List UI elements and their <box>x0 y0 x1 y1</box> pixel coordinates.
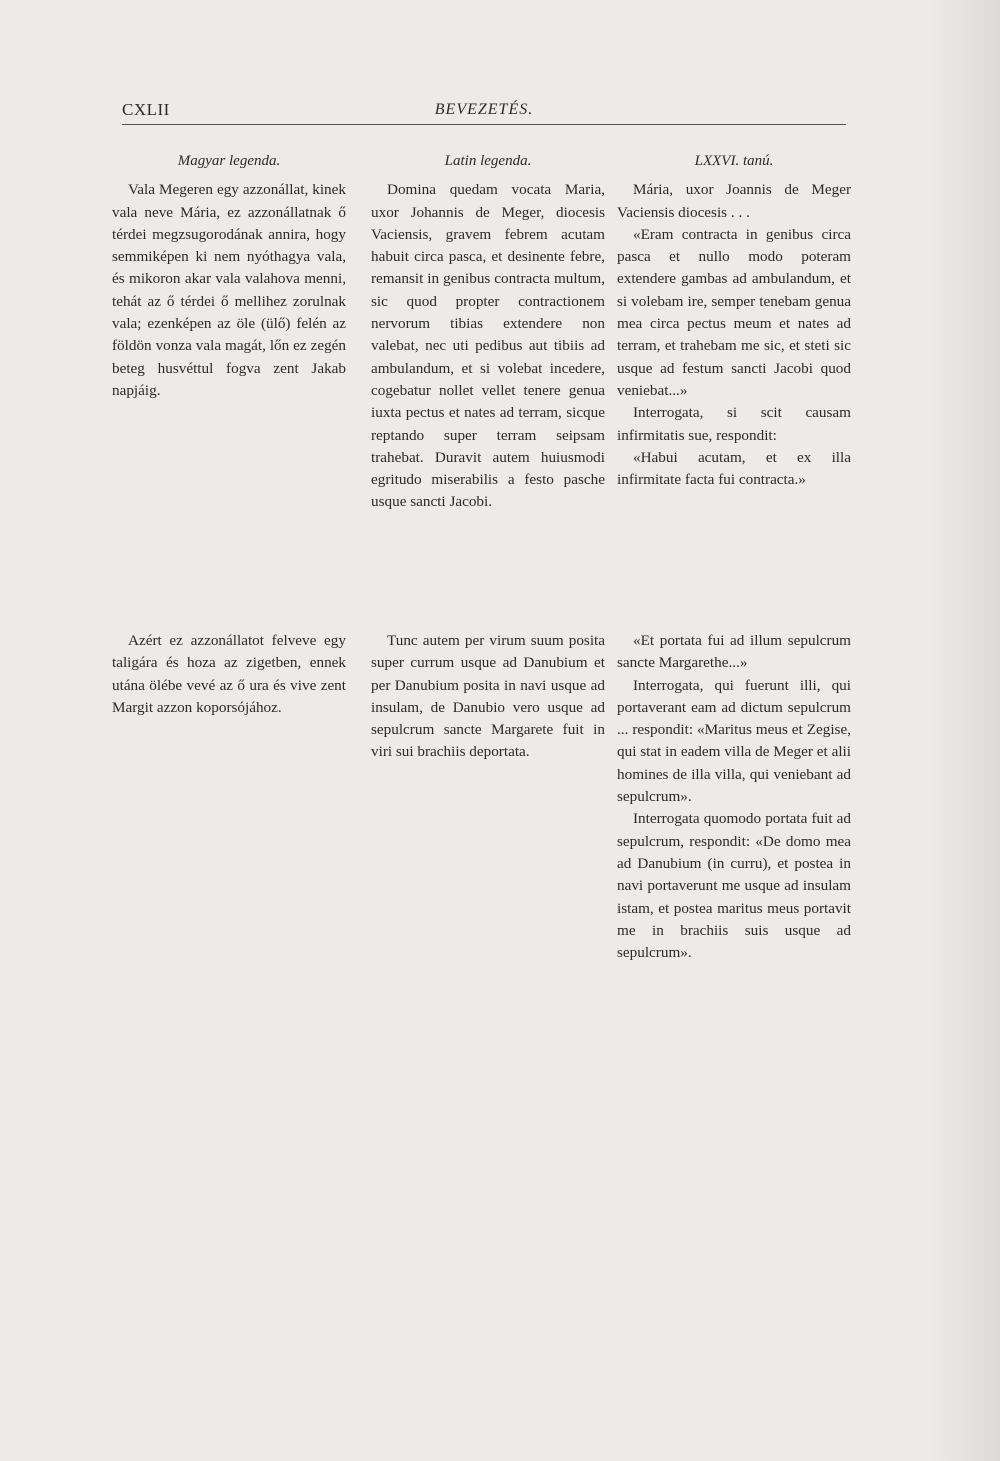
column-witness-lxxvi <box>617 150 851 962</box>
second-section <box>617 630 851 964</box>
paragraph: Azért ez azzonállatot felveve egy taligára és hoza az zigetben, ennek utána ölébe vevé az ő ura és vive zent Margit azzon koporsójához. <box>112 632 346 716</box>
column-heading: Latin legenda. <box>444 153 532 169</box>
second-section <box>112 630 346 719</box>
running-title: BEVEZETÉS. <box>434 101 534 118</box>
paragraph: Interrogata, si scit causam infirmitatis sue, respondit: <box>617 404 851 444</box>
paragraph: Vala Megeren egy azzonállat, kinek vala neve Mária, ez azzonállatnak ő térdei megzsugorodának annira, hogy semmiképen ki nem nyóthagya vala, és mikoron akar vala valahova menni, tehát az ő térdei ő mellihez zorulnak vala; ezenképen az öle (ülő) felén az földön vonza vala magát, lőn ez zegén beteg husvéttul fogva zent Jakab napjáig. <box>112 181 346 399</box>
paragraph: Interrogata, qui fuerunt illi, qui portaverant eam ad dictum sepulcrum ... respondit: «Maritus meus et Zegise, qui stat in eadem villa de Meger et alii homines de illa villa, qui veniebant ad sepulcrum». <box>617 676 851 806</box>
paragraph: «Eram contracta in genibus circa pasca et nullo modo poteram extendere gambas ad ambulandum, et si volebam ire, semper tenebam genua mea circa pectus meum et nates ad terram, et trahebam me sic, et steti sic usque ad festum sancti Jacobi quod veniebat...» <box>617 225 851 399</box>
column-heading: LXXVI. tanú. <box>694 153 774 169</box>
page-edge-shadow <box>930 0 1000 1461</box>
second-section <box>371 630 605 764</box>
paragraph: «Habui acutam, et ex illa infirmitate facta fui contracta.» <box>617 448 851 489</box>
paragraph: Domina quedam vocata Maria, uxor Johannis de Meger, diocesis Vaciensis, gravem febrem acutam habuit circa pasca, et desinente febre, remansit in genibus contracta multum, sic quod propter contractionem nervorum tibias extendere non valebat, nec uti pedibus aut tibiis ad ambulandum, et si volebat incedere, cogebatur nollet vellet tenere genua iuxta pectus et nates ad terram, sicque reptando super terram seipsam trahebat. Duravit autem huiusmodi egritudo miserabilis a festo pasche usque sancti Jacobi. <box>371 181 605 511</box>
paragraph: «Et portata fui ad illum sepulcrum sancte Margarethe...» <box>617 632 851 672</box>
paragraph: Mária, uxor Joannis de Meger Vaciensis diocesis . . . <box>617 181 851 221</box>
column-latin-legenda <box>371 150 605 761</box>
paragraph: Interrogata quomodo portata fuit ad sepulcrum, respondit: «De domo mea ad Danubium (in curru), et postea in navi portaverunt me usque ad insulam istam, et postea maritus meus portavit me in brachiis suis usque ad sepulcrum». <box>617 810 851 962</box>
column-magyar-legenda <box>112 150 346 716</box>
column-heading: Magyar legenda. <box>177 153 281 169</box>
header-rule <box>122 124 846 125</box>
paragraph: Tunc autem per virum suum posita super currum usque ad Danubium et per Danubium posita in navi usque ad insulam, de Danubio vero usque ad sepulcrum sancte Margarete fuit in viri sui brachiis deportata. <box>371 632 605 761</box>
page-number: CXLII <box>122 100 170 119</box>
page-header <box>122 100 846 124</box>
